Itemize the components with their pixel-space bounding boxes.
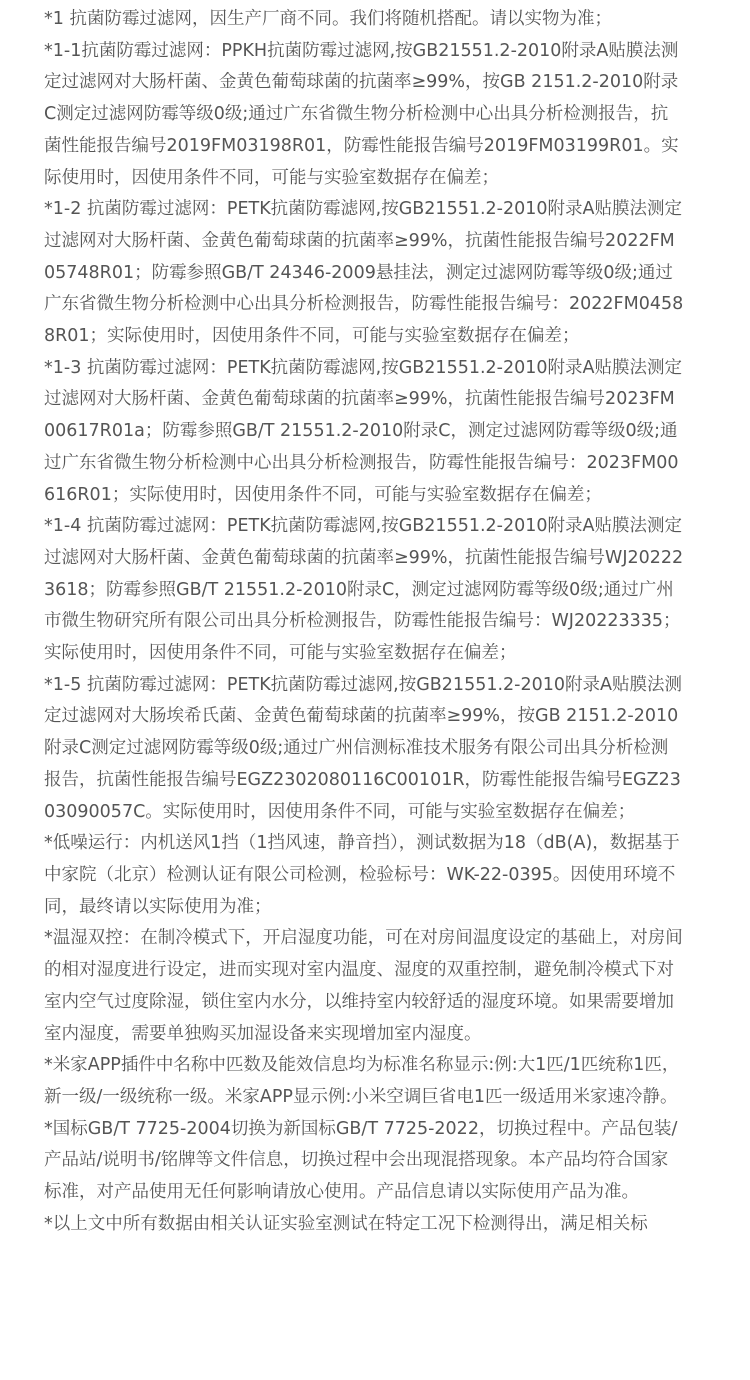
footnote-filter-1-3: *1-3 抗菌防霉过滤网：PETK抗菌防霉滤网,按GB21551.2-2010附录A贴膜法测定过滤网对大肠杆菌、金黄色葡萄球菌的抗菌率≥99%，抗菌性能报告编号2023FM00617R01a；防霉参照GB/T 21551.2-2010附录C，测定过滤网防霉等级0级;通过广东省微生物分析检测中心出具分析检测报告，防霉性能报告编号：2023FM00616R01；实际使用时，因使用条件不同，可能与实验室数据存在偏差； xyxy=(44,357,682,505)
footnote-data-disclaimer: *以上文中所有数据由相关认证实验室测试在特定工况下检测得出，满足相关标 xyxy=(44,1213,648,1234)
footnote-filter-general: *1 抗菌防霉过滤网，因生产厂商不同。我们将随机搭配。请以实物为准； xyxy=(44,9,612,29)
footnote-filter-1-4: *1-4 抗菌防霉过滤网：PETK抗菌防霉滤网,按GB21551.2-2010附录A贴膜法测定过滤网对大肠杆菌、金黄色葡萄球菌的抗菌率≥99%，抗菌性能报告编号WJ202223618；防霉参照GB/T 21551.2-2010附录C，测定过滤网防霉等级0级;通过广州市微生物研究所有限公司出具分析检测报告，防霉性能报告编号：WJ20223335；实际使用时，因使用条件不同，可能与实验室数据存在偏差； xyxy=(44,516,684,664)
footnotes-section xyxy=(44,0,684,1240)
footnote-filter-1-5: *1-5 抗菌防霉过滤网：PETK抗菌防霉过滤网,按GB21551.2-2010附录A贴膜法测定过滤网对大肠埃希氏菌、金黄色葡萄球菌的抗菌率≥99%，按GB 2151.2-2010附录C测定过滤网防霉等级0级;通过广州信测标准技术服务有限公司出具分析检测报告，抗菌性能报告编号EGZ2302080116C00101R，防霉性能报告编号EGZ2303090057C。实际使用时，因使用条件不同，可能与实验室数据存在偏差； xyxy=(44,674,682,822)
footnote-mijia-app-naming: *米家APP插件中名称中匹数及能效信息均为标准名称显示:例:大1匹/1匹统称1匹，新一级/一级统称一级。米家APP显示例:小米空调巨省电1匹一级适用米家速冷静。 xyxy=(44,1055,680,1107)
footnote-temp-humidity-control: *温湿双控：在制冷模式下，开启湿度功能，可在对房间温度设定的基础上，对房间的相对湿度进行设定，进而实现对室内温度、湿度的双重控制，避免制冷模式下对室内空气过度除湿，锁住室内水分，以维持室内较舒适的湿度环境。如果需要增加室内湿度，需要单独购买加湿设备来实现增加室内湿度。 xyxy=(44,928,683,1044)
footnote-filter-1-1: *1-1抗菌防霉过滤网：PPKH抗菌防霉过滤网,按GB21551.2-2010附录A贴膜法测定过滤网对大肠杆菌、金黄色葡萄球菌的抗菌率≥99%，按GB 2151.2-2010附录C测定过滤网防霉等级0级;通过广东省微生物分析检测中心出具分析检测报告，抗菌性能报告编号2019FM03198R01，防霉性能报告编号2019FM03199R01。实际使用时，因使用条件不同，可能与实验室数据存在偏差； xyxy=(44,40,679,188)
footnote-low-noise: *低噪运行：内机送风1挡（1挡风速，静音挡），测试数据为18（dB(A)，数据基于中家院（北京）检测认证有限公司检测，检验标号：WK-22-0395。因使用环境不同，最终请以实际使用为准； xyxy=(44,833,680,917)
footnote-national-standard: *国标GB/T 7725-2004切换为新国标GB/T 7725-2022，切换过程中。产品包装/产品站/说明书/铭牌等文件信息，切换过程中会出现混搭现象。本产品均符合国家标准，对产品使用无任何影响请放心使用。产品信息请以实际使用产品为准。 xyxy=(44,1118,678,1203)
footnote-filter-1-2: *1-2 抗菌防霉过滤网：PETK抗菌防霉滤网,按GB21551.2-2010附录A贴膜法测定过滤网对大肠杆菌、金黄色葡萄球菌的抗菌率≥99%，抗菌性能报告编号2022FM05748R01；防霉参照GB/T 24346-2009悬挂法，测定过滤网防霉等级0级;通过广东省微生物分析检测中心出具分析检测报告，防霉性能报告编号：2022FM04588R01；实际使用时，因使用条件不同，可能与实验室数据存在偏差； xyxy=(44,199,684,347)
